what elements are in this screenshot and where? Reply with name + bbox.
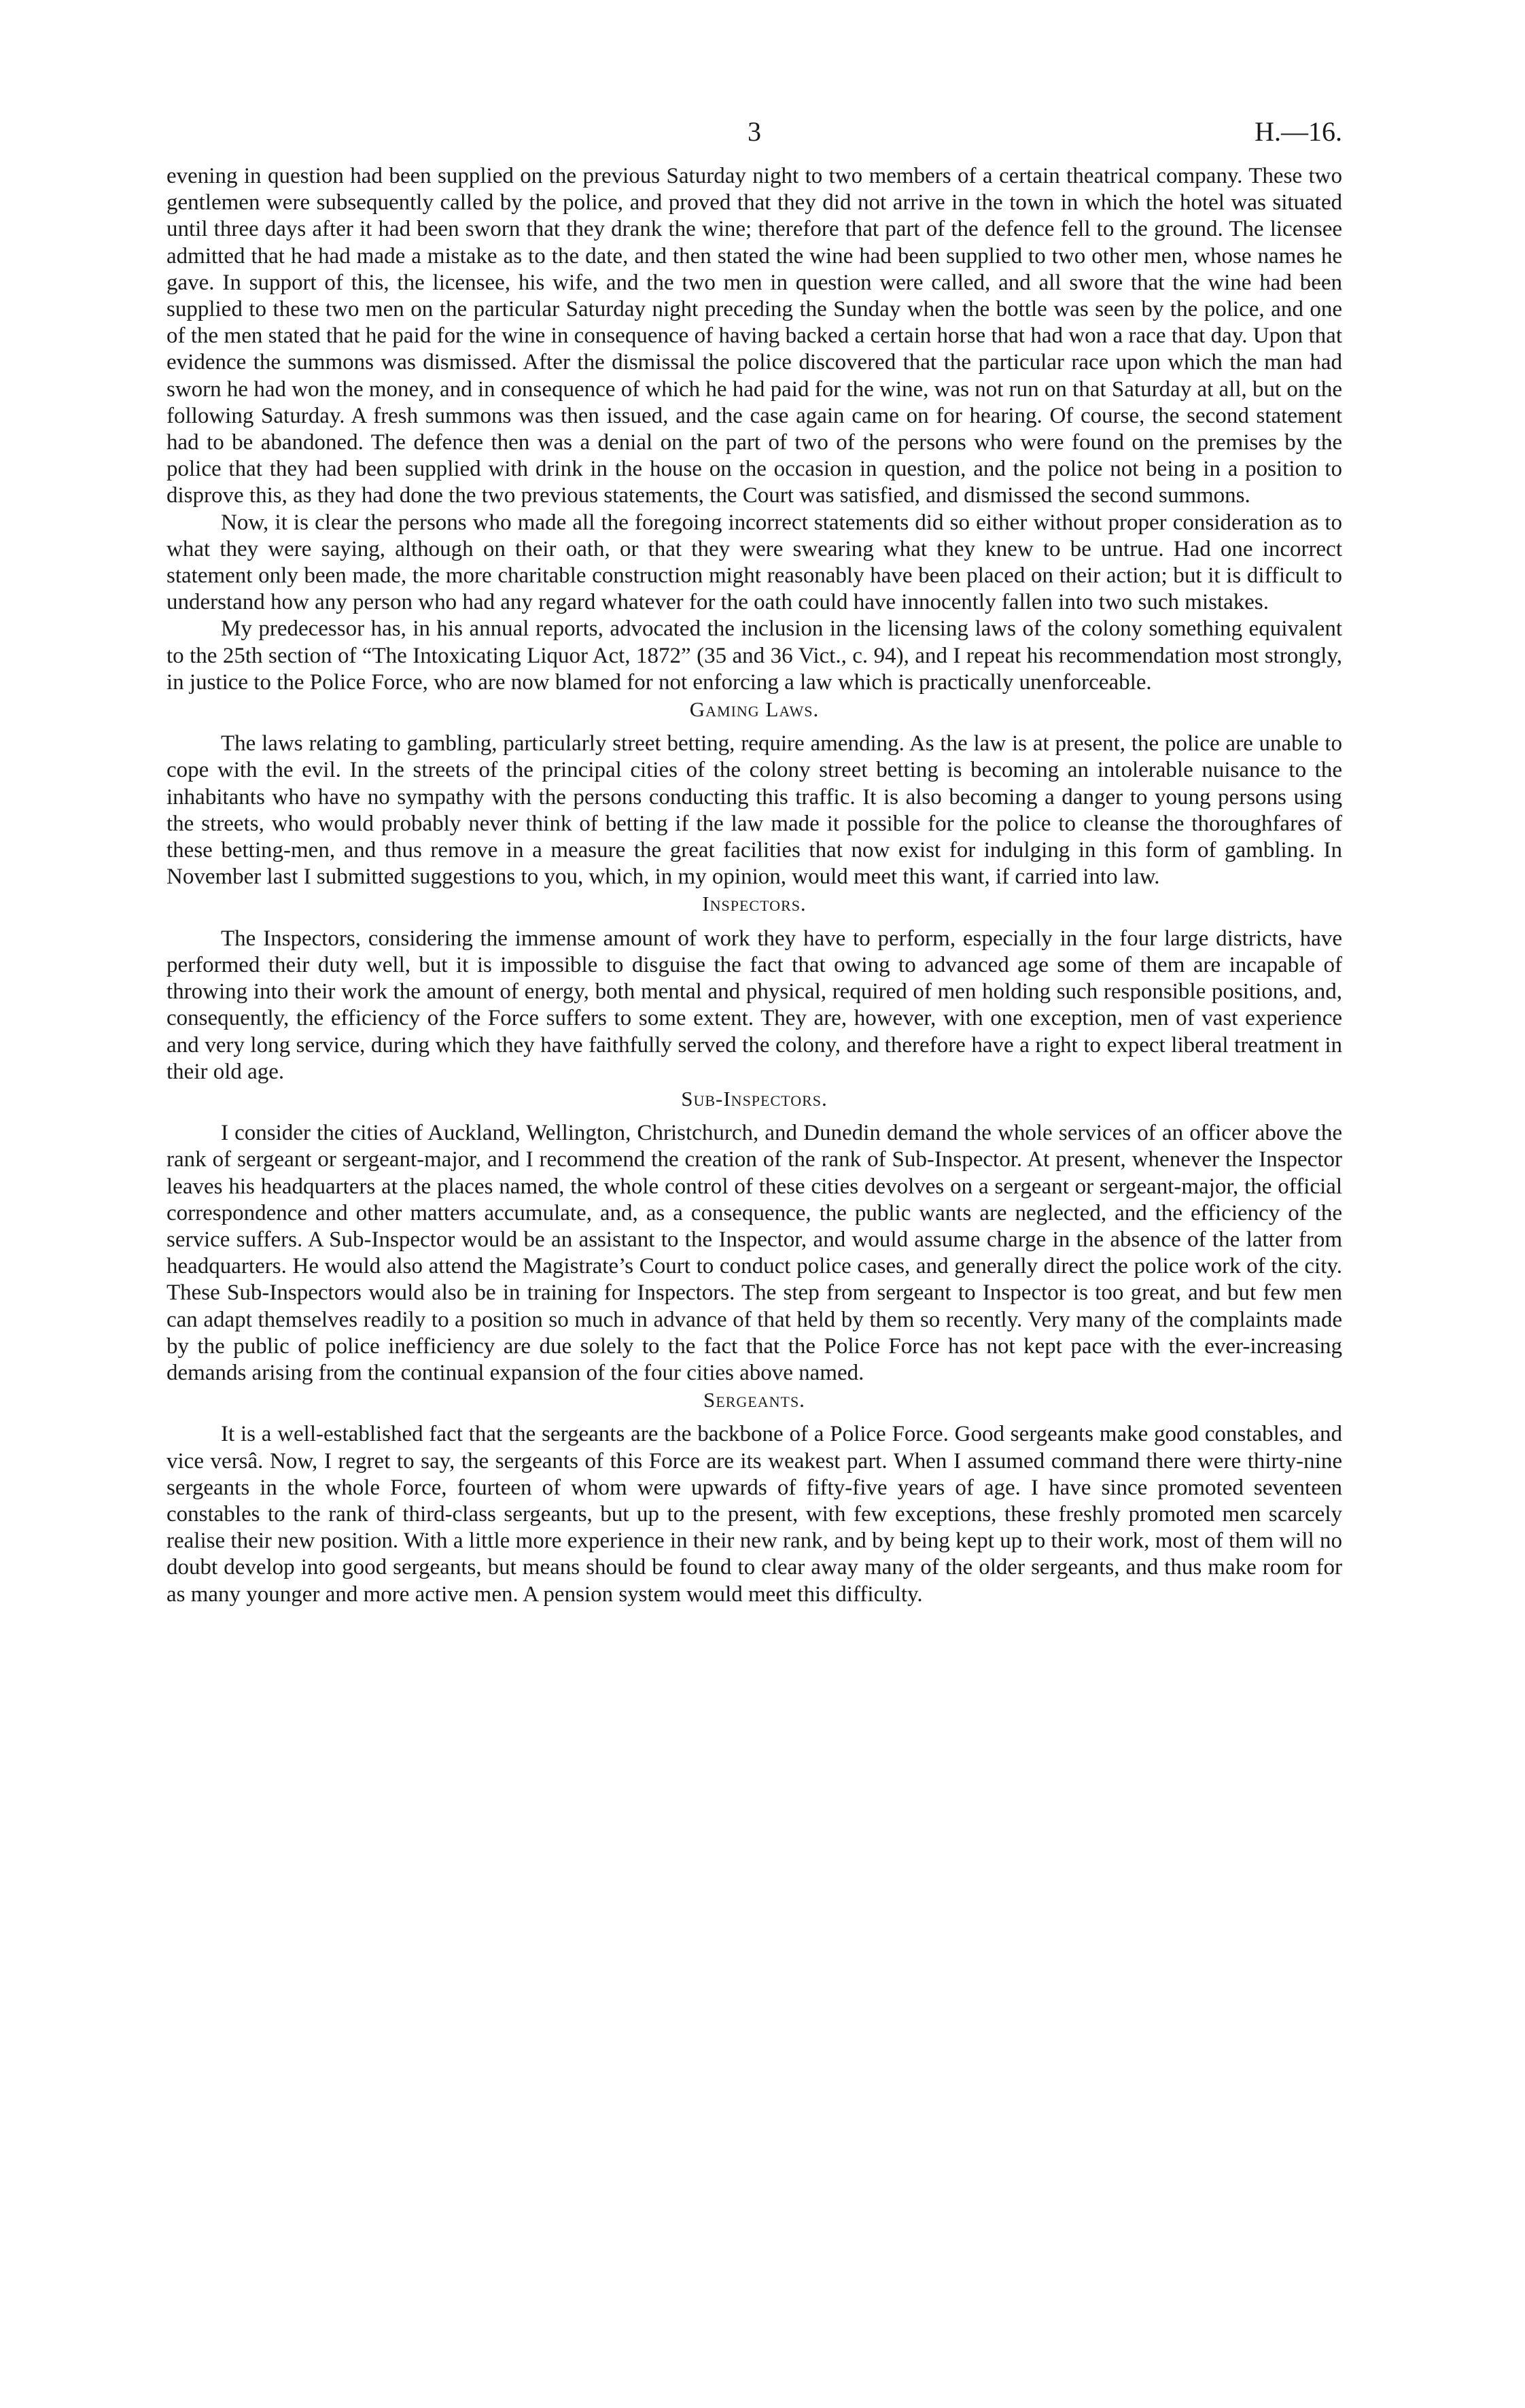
paragraph: evening in question had been supplied on the previous Saturday night to two members of a certain theatrical company. These two gentlemen were subsequently called by the police, and proved that they did not arrive in the town in which the hotel was situated until three days after it had been sworn that they drank the wine; therefore that part of the defence fell to the ground. The licensee admitted that he had made a mistake as to the date, and then stated the wine had been supplied to two other men, whose names he gave. In support of this, the licensee, his wife, and the two men in question were called, and all swore that the wine had been supplied to these two men on the particular Saturday night preceding the Sunday when the bottle was seen by the police, and one of the men stated that he paid for the wine in consequence of having backed a certain horse that had won a race that day. Upon that evidence the summons was dismissed. After the dismissal the police discovered that the particular race upon which the man had sworn he had won the money, and in consequence of which he had paid for the wine, was not run on that Saturday at all, but on the following Saturday. A fresh summons was then issued, and the case again came on for hearing. Of course, the second statement had to be abandoned. The defence then was a denial on the part of two of the persons who were found on the premises by the police that they had been supplied with drink in the house on the occasion in question, and the police not being in a position to disprove this, as they had done the two previous statements, the Court was satisfied, and dismissed the second summons. [166, 164, 1342, 508]
section-sergeants [166, 1386, 1342, 1608]
paragraph: My predecessor has, in his annual reports, advocated the inclusion in the licensing laws of the colony something equivalent to the 25th section of “The Intoxicating Liquor Act, 1872” (35 and 36 Vict., c. 94), and I repeat his recommendation most strongly, in justice to the Police Force, who are now blamed for not enforcing a law which is practically unenforceable. [166, 616, 1342, 695]
paragraph: Now, it is clear the persons who made all the foregoing incorrect statements did so either without proper consideration as to what they were saying, although on their oath, or that they were swearing what they knew to be untrue. Had one incorrect statement only been made, the more charitable construction might reasonably have been placed on their action; but it is difficult to understand how any person who had any regard whatever for the oath could have innocently fallen into two such mistakes. [166, 510, 1342, 615]
section-heading: Sergeants. [703, 1388, 805, 1412]
section-heading: Inspectors. [702, 892, 807, 916]
document-body [166, 163, 1342, 1608]
paragraph: It is a well-established fact that the sergeants are the backbone of a Police Force. Good sergeants make good constables, and vice versâ. Now, I regret to say, the sergeants of this Force are its weakest part. When I assumed command there were thirty-nine sergeants in the whole Force, fourteen of whom were upwards of fifty-five years of age. I have since promoted seventeen constables to the rank of third-class sergeants, but up to the present, with few exceptions, these freshly promoted men scarcely realise their new position. With a little more experience in their new rank, and by being kept up to their work, most of them will no doubt develop into good sergeants, but means should be found to clear away many of the older sergeants, and thus make room for as many younger and more active men. A pension system would meet this difficulty. [166, 1422, 1342, 1607]
page-number: 3 [748, 116, 761, 147]
section-heading: Gaming Laws. [689, 697, 820, 722]
paragraph: The laws relating to gambling, particularly street betting, require amending. As the law is at present, the police are unable to cope with the evil. In the streets of the principal cities of the colony street betting is becoming an intolerable nuisance to the inhabitants who have no sympathy with the persons conducting this traffic. It is also becoming a danger to young persons using the streets, who would probably never think of betting if the law made it possible for the police to cleanse the thoroughfares of these betting-men, and thus remove in a measure the great facilities that now exist for indulging in this form of gambling. In November last I submitted suggestions to you, which, in my opinion, would meet this want, if carried into law. [166, 731, 1342, 890]
document-reference: H.—16. [1255, 116, 1342, 147]
section-heading: Sub-Inspectors. [681, 1086, 828, 1111]
paragraph: The Inspectors, considering the immense amount of work they have to perform, especially in the four large districts, have performed their duty well, but it is impossible to disguise the fact that owing to advanced age some of them are incapable of throwing into their work the amount of energy, both mental and physical, required of men holding such responsible positions, and, consequently, the efficiency of the Force suffers to some extent. They are, however, with one exception, men of vast experience and very long service, during which they have faithfully served the colony, and therefore have a right to expect liberal treatment in their old age. [166, 926, 1342, 1084]
paragraph: I consider the cities of Auckland, Wellington, Christchurch, and Dunedin demand the whole services of an officer above the rank of sergeant or sergeant-major, and I recommend the creation of the rank of Sub-Inspector. At present, whenever the Inspector leaves his headquarters at the places named, the whole control of these cities devolves on a sergeant or sergeant-major, the official correspondence and other matters accumulate, and, as a consequence, the public wants are neglected, and the efficiency of the service suffers. A Sub-Inspector would be an assistant to the Inspector, and would assume charge in the absence of the latter from headquarters. He would also attend the Magistrate’s Court to conduct police cases, and generally direct the police work of the city. These Sub-Inspectors would also be in training for Inspectors. The step from sergeant to Inspector is too great, and but few men can adapt themselves readily to a position so much in advance of that held by them so recently. Very many of the complaints made by the public of police inefficiency are due solely to the fact that the Police Force has not kept pace with the ever-increasing demands arising from the continual expansion of the four cities above named. [166, 1121, 1342, 1385]
page-header [166, 116, 1342, 163]
section-inspectors [166, 890, 1342, 1085]
document-page [166, 116, 1342, 1608]
section-sub-inspectors [166, 1085, 1342, 1386]
section-gaming-laws [166, 696, 1342, 890]
